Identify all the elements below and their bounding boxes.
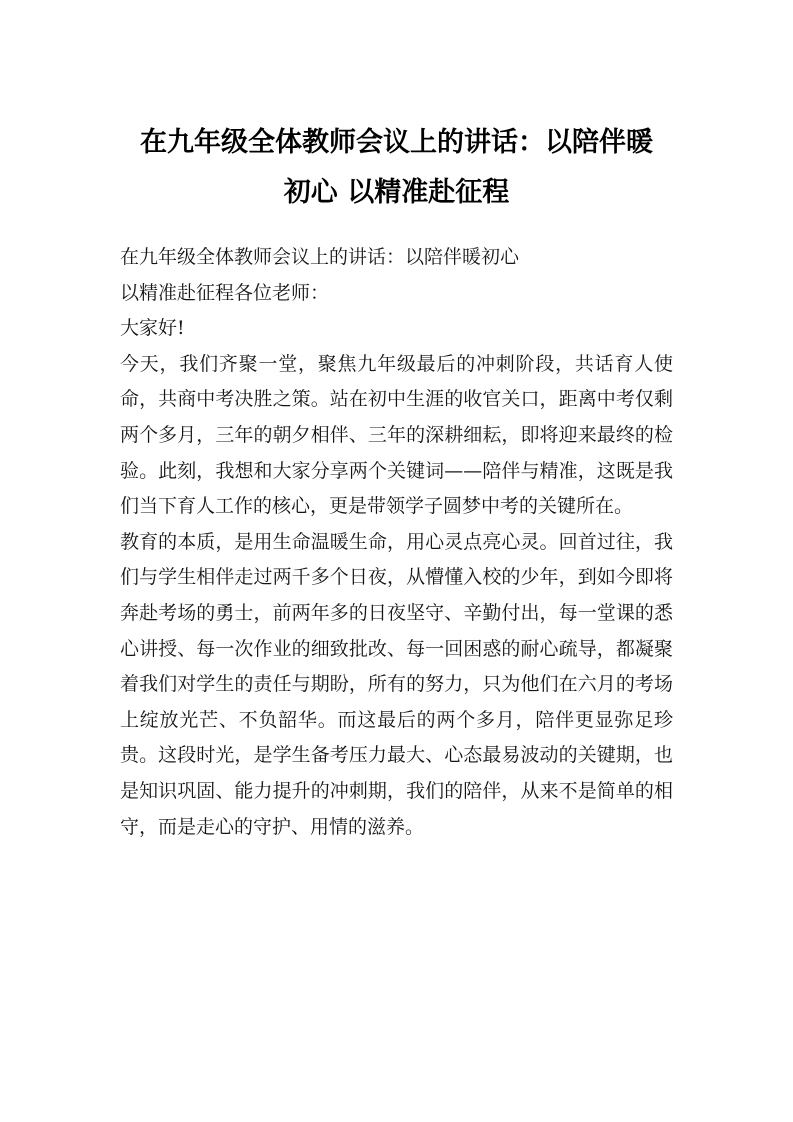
- document-body: [120, 240, 673, 845]
- paragraph-companionship: 教育的本质，是用生命温暖生命，用心灵点亮心灵。回首过往，我们与学生相伴走过两千多个日夜，从懵懂入校的少年，到如今即将奔赴考场的勇士，前两年多的日夜坚守、辛勤付出，每一堂课的悉心讲授、每一次作业的细致批改、每一回困惑的耐心疏导，都凝聚着我们对学生的责任与期盼，所有的努力，只为他们在六月的考场上绽放光芒、不负韶华。而这最后的两个多月，陪伴更显弥足珍贵。这段时光，是学生备考压力最大、心态最易波动的关键期，也是知识巩固、能力提升的冲刺期，我们的陪伴，从来不是简单的相守，而是走心的守护、用情的滋养。: [120, 530, 673, 838]
- paragraph-salutation: 以精准赴征程各位老师：: [120, 281, 330, 304]
- title-line-1: 在九年级全体教师会议上的讲话：以陪伴暖: [140, 127, 653, 158]
- paragraph-greeting: 大家好!: [120, 317, 185, 340]
- title-line-2: 初心 以精准赴征程: [283, 177, 510, 208]
- paragraph-heading-repeat: 在九年级全体教师会议上的讲话：以陪伴暖初心: [120, 246, 520, 268]
- document-title: [100, 118, 693, 218]
- paragraph-intro: 今天，我们齐聚一堂，聚焦九年级最后的冲刺阶段，共话育人使命，共商中考决胜之策。站在初中生涯的收官关口，距离中考仅剩两个多月，三年的朝夕相伴、三年的深耕细耘，即将迎来最终的检验。此刻，我想和大家分享两个关键词——陪伴与精准，这既是我们当下育人工作的核心，更是带领学子圆梦中考的关键所在。: [120, 352, 673, 518]
